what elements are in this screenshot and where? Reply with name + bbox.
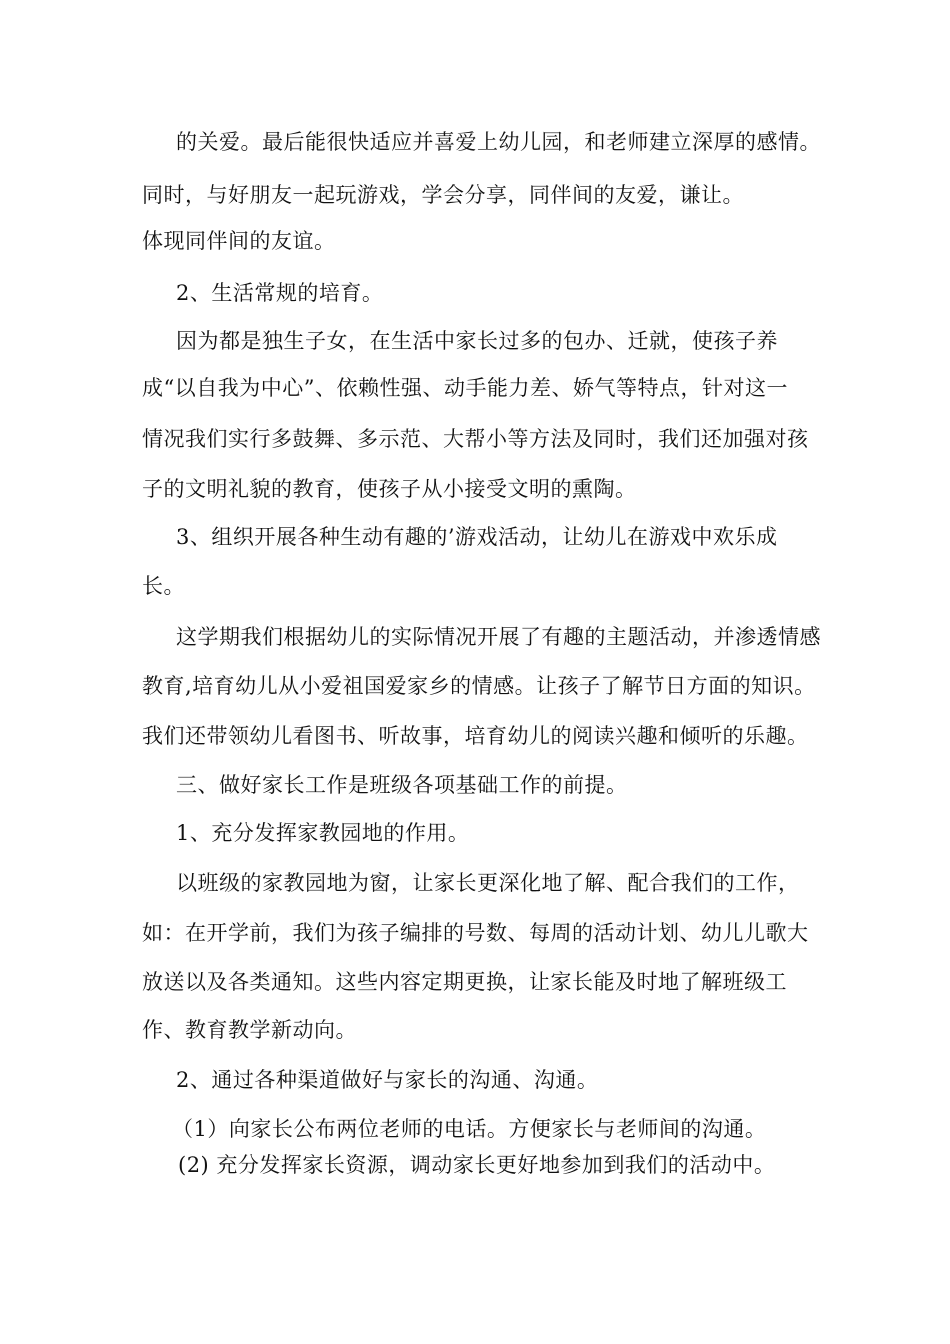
paragraph-line: 子的文明礼貌的教育，使孩子从小接受文明的熏陶。 — [142, 477, 637, 501]
paragraph-line: 成“以自我为中心”、依赖性强、动手能力差、娇气等特点，针对这一 — [142, 376, 788, 400]
section-heading: 3、组织开展各种生动有趣的’游戏活动，让幼儿在游戏中欢乐成 — [176, 525, 778, 549]
paragraph-line: 教育,培育幼儿从小爱祖国爱家乡的情感。让孩子了解节日方面的知识。 — [142, 674, 816, 698]
paragraph-line: 体现同伴间的友谊。 — [142, 229, 336, 253]
paragraph-line: 情况我们实行多鼓舞、多示范、大帮小等方法及同时，我们还加强对孩 — [142, 427, 809, 451]
paragraph-line: 的关爱。最后能很快适应并喜爱上幼儿园，和老师建立深厚的感情。 — [176, 130, 821, 154]
paragraph-line: 同时，与好朋友一起玩游戏，学会分享，同伴间的友爱，谦让。 — [142, 183, 744, 207]
paragraph-line: 以班级的家教园地为窗，让家长更深化地了解、配合我们的工作， — [176, 871, 800, 895]
paragraph-line: 如：在开学前，我们为孩子编排的号数、每周的活动计划、幼儿儿歌大 — [142, 921, 809, 945]
paragraph-line: 作、教育教学新动向。 — [142, 1018, 357, 1042]
paragraph-line: 这学期我们根据幼儿的实际情况开展了有趣的主题活动，并渗透情感 — [176, 625, 821, 649]
section-heading: 三、做好家长工作是班级各项基础工作的前提。 — [176, 773, 628, 797]
list-item: (2) 充分发挥家长资源，调动家长更好地参加到我们的活动中。 — [178, 1153, 776, 1177]
paragraph-line: 因为都是独生子女，在生活中家长过多的包办、迁就，使孩子养 — [176, 329, 778, 353]
paragraph-line: 长。 — [142, 574, 185, 598]
section-heading: 2、通过各种渠道做好与家长的沟通、沟通。 — [176, 1068, 599, 1092]
paragraph-line: 放送以及各类通知。这些内容定期更换，让家长能及时地了解班级工 — [142, 970, 787, 994]
section-heading: 2、生活常规的培育。 — [176, 281, 384, 305]
section-heading: 1、充分发挥家教园地的作用。 — [176, 821, 470, 845]
list-item: （1）向家长公布两位老师的电话。方便家长与老师间的沟通。 — [172, 1117, 767, 1141]
paragraph-line: 我们还带领幼儿看图书、听故事，培育幼儿的阅读兴趣和倾听的乐趣。 — [142, 724, 809, 748]
